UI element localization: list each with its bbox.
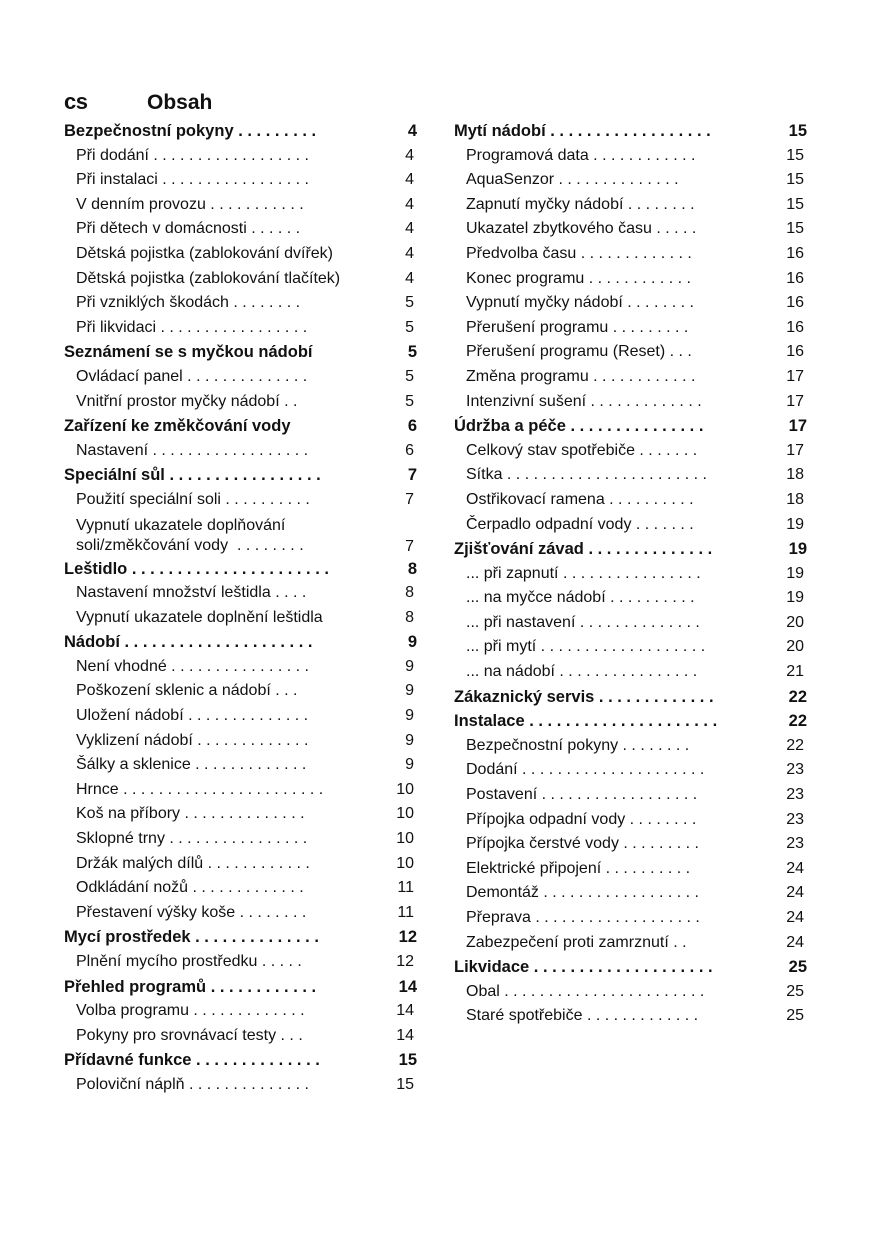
toc-entry-label: Přerušení programu . . . . . . . . . [466, 318, 689, 336]
toc-page-number: 23 [786, 786, 804, 804]
toc-page-number: 5 [405, 392, 414, 410]
toc-section-entry [64, 119, 417, 144]
toc-entry [454, 144, 804, 169]
toc-entry [64, 950, 414, 975]
toc-entry [64, 513, 414, 557]
toc-entry [64, 242, 414, 267]
toc-entry [64, 655, 414, 680]
toc-page-number: 10 [396, 805, 414, 823]
toc-page-number: 19 [788, 540, 807, 559]
toc-page-number: 24 [786, 909, 804, 926]
toc-page-number: 15 [396, 1075, 414, 1093]
toc-entry [64, 488, 414, 513]
toc-entry-label: Poloviční náplň . . . . . . . . . . . . . . [76, 1075, 309, 1093]
toc-page-number: 4 [405, 171, 414, 189]
toc-entry-label: Při likvidaci . . . . . . . . . . . . . . . . . [76, 318, 308, 336]
toc-page-number: 19 [786, 589, 804, 607]
toc-section-entry [64, 463, 417, 488]
toc-entry-label: Při dodání . . . . . . . . . . . . . . . . . . [76, 146, 309, 164]
toc-entry [454, 513, 804, 538]
toc-entry [454, 758, 804, 783]
toc-page-number: 9 [405, 682, 414, 700]
toc-page-number: 7 [405, 490, 414, 508]
toc-page-number: 14 [396, 1026, 414, 1044]
toc-section-entry [64, 1048, 417, 1073]
toc-entry-label: Vypnutí ukazatele doplňování soli/změkčování vody . . . . . . . . [76, 516, 304, 554]
toc-section-entry [454, 537, 807, 562]
toc-entry [64, 852, 414, 877]
toc-page-number: 5 [405, 318, 414, 336]
toc-page-number: 10 [396, 854, 414, 872]
toc-entry-label: Přehled programů . . . . . . . . . . . . [64, 977, 317, 996]
toc-entry-label: Zjišťování závad . . . . . . . . . . . . . . [454, 540, 713, 559]
toc-entry [454, 316, 804, 341]
toc-page-number: 14 [396, 1002, 414, 1020]
toc-entry [64, 1024, 414, 1049]
toc-entry-label: Bezpečnostní pokyny . . . . . . . . [466, 736, 690, 754]
page-title: Obsah [147, 91, 213, 114]
toc-entry [454, 1004, 804, 1029]
toc-page-number: 8 [405, 584, 414, 602]
toc-entry [454, 832, 804, 857]
toc-page-number: 20 [786, 613, 804, 631]
toc-entry [454, 611, 804, 636]
toc-entry-label: Instalace . . . . . . . . . . . . . . . . . . . . . [454, 712, 718, 731]
toc-page-number: 9 [405, 756, 414, 774]
toc-entry-label: Při dětech v domácnosti . . . . . . [76, 220, 301, 238]
toc-page-number: 17 [788, 417, 807, 436]
toc-page-number: 24 [786, 933, 804, 951]
toc-entry [64, 999, 414, 1024]
toc-page-number: 15 [786, 171, 804, 189]
toc-page-number: 17 [786, 441, 804, 459]
toc-section-entry [64, 414, 417, 439]
toc-page-number: 20 [786, 638, 804, 656]
toc-entry-label: Sklopné trny . . . . . . . . . . . . . . . . [76, 830, 308, 848]
toc-entry-label: Čerpadlo odpadní vody . . . . . . . [466, 515, 694, 533]
toc-entry-label: Vnitřní prostor myčky nádobí . . [76, 392, 298, 410]
toc-entry [454, 808, 804, 833]
toc-page-number: 22 [788, 687, 807, 706]
toc-page-number: 10 [396, 780, 414, 798]
toc-entry [64, 365, 414, 390]
toc-entry [64, 217, 414, 242]
toc-page-number: 17 [786, 367, 804, 385]
toc-entry-label: Staré spotřebiče . . . . . . . . . . . . . [466, 1007, 699, 1025]
toc-entry-label: Elektrické připojení . . . . . . . . . . [466, 859, 691, 877]
toc-page-number: 4 [405, 220, 414, 238]
toc-page-number: 23 [786, 761, 804, 779]
toc-entry-label: Údržba a péče . . . . . . . . . . . . . . . [454, 417, 704, 436]
toc-page-number: 7 [407, 466, 417, 485]
toc-entry [64, 267, 414, 292]
toc-entry-label: Mycí prostředek . . . . . . . . . . . . . . [64, 928, 319, 947]
toc-page-number: 15 [788, 122, 807, 140]
toc-page-number: 10 [396, 830, 414, 848]
toc-entry-label: Sítka . . . . . . . . . . . . . . . . . . . . . . . [466, 466, 707, 484]
toc-entry-label: Uložení nádobí . . . . . . . . . . . . . . [76, 707, 309, 725]
toc-column-right [454, 119, 807, 1029]
toc-entry-label: ... při mytí . . . . . . . . . . . . . . . . . . . [466, 638, 706, 656]
toc-entry-label: Zákaznický servis . . . . . . . . . . . . . [454, 687, 714, 706]
toc-entry [64, 1073, 414, 1098]
toc-page-number: 6 [405, 441, 414, 459]
toc-entry-label: Ostřikovací ramena . . . . . . . . . . [466, 490, 694, 508]
toc-page-number: 8 [405, 608, 414, 626]
toc-entry-label: Předvolba času . . . . . . . . . . . . . [466, 244, 692, 262]
toc-entry-label: ... na myčce nádobí . . . . . . . . . . [466, 589, 695, 607]
toc-page-number: 9 [405, 731, 414, 749]
toc-entry-label: Odkládání nožů . . . . . . . . . . . . . [76, 879, 304, 897]
toc-page-number: 14 [398, 977, 417, 996]
toc-entry-label: Přípojka čerstvé vody . . . . . . . . . [466, 835, 699, 853]
toc-entry-label: Zabezpečení proti zamrznutí . . [466, 933, 687, 951]
toc-entry [454, 881, 804, 906]
toc-entry [454, 734, 804, 759]
toc-section-entry [454, 414, 807, 439]
toc-page-number: 16 [786, 343, 804, 361]
toc-section-entry [64, 557, 417, 582]
toc-section-entry [64, 975, 417, 1000]
toc-entry-label: Použití speciální soli . . . . . . . . . . [76, 490, 310, 508]
toc-entry [64, 168, 414, 193]
toc-page-number: 17 [786, 392, 804, 410]
toc-page-number: 4 [405, 146, 414, 164]
toc-entry-label: Šálky a sklenice . . . . . . . . . . . . . [76, 756, 307, 774]
toc-entry-label: Není vhodné . . . . . . . . . . . . . . . . [76, 657, 309, 675]
toc-entry-label: Zařízení ke změkčování vody [64, 417, 291, 436]
toc-entry-label: Intenzivní sušení . . . . . . . . . . . . . [466, 392, 702, 410]
toc-page-number: 12 [396, 953, 414, 970]
toc-page-number: 12 [398, 928, 417, 947]
toc-entry [454, 267, 804, 292]
toc-entry [454, 340, 804, 365]
toc-entry-label: Poškození sklenic a nádobí . . . [76, 682, 298, 700]
toc-entry-label: Při instalaci . . . . . . . . . . . . . . . . . [76, 171, 309, 189]
toc-entry-label: AquaSenzor . . . . . . . . . . . . . . [466, 171, 679, 189]
toc-entry [454, 193, 804, 218]
toc-section-entry [454, 955, 807, 980]
toc-entry [454, 931, 804, 956]
toc-entry-label: Přestavení výšky koše . . . . . . . . [76, 903, 307, 921]
toc-entry-label: Koš na příbory . . . . . . . . . . . . . . [76, 805, 305, 823]
toc-page-number: 4 [405, 195, 414, 213]
toc-entry-label: Obal . . . . . . . . . . . . . . . . . . . . . . . [466, 982, 705, 1000]
toc-page-number: 11 [397, 903, 414, 921]
toc-page-number: 21 [786, 663, 804, 681]
toc-entry [64, 827, 414, 852]
toc-entry [454, 783, 804, 808]
toc-section-entry [454, 685, 807, 710]
toc-entry-label: Pokyny pro srovnávací testy . . . [76, 1026, 303, 1044]
toc-page-number: 25 [786, 982, 804, 1000]
toc-page-number: 23 [786, 810, 804, 828]
toc-entry [454, 242, 804, 267]
toc-page-number: 18 [786, 466, 804, 484]
toc-entry-label: Ukazatel zbytkového času . . . . . [466, 220, 697, 238]
toc-entry-label: Nastavení množství leštidla . . . . [76, 584, 307, 602]
toc-entry-label: Přídavné funkce . . . . . . . . . . . . . . [64, 1051, 320, 1070]
toc-entry-label: Postavení . . . . . . . . . . . . . . . . . . [466, 786, 698, 804]
toc-entry [454, 857, 804, 882]
toc-entry-label: Seznámení se s myčkou nádobí [64, 343, 313, 362]
toc-entry [64, 193, 414, 218]
toc-entry [454, 390, 804, 415]
toc-entry-label: Přípojka odpadní vody . . . . . . . . [466, 810, 697, 828]
toc-page-number: 9 [405, 657, 414, 675]
toc-page-number: 16 [786, 318, 804, 336]
toc-entry-label: Držák malých dílů . . . . . . . . . . . . [76, 854, 310, 872]
toc-page-number: 16 [786, 244, 804, 262]
toc-page-number: 4 [407, 122, 417, 140]
toc-entry-label: Dětská pojistka (zablokování dvířek) [76, 244, 333, 262]
toc-page-number: 19 [786, 564, 804, 582]
toc-entry [64, 291, 414, 316]
toc-page-number: 4 [405, 269, 414, 287]
toc-entry-label: Při vzniklých škodách . . . . . . . . [76, 294, 301, 312]
toc-entry-label: Ovládací panel . . . . . . . . . . . . . . [76, 367, 308, 385]
toc-entry-label: Dětská pojistka (zablokování tlačítek) [76, 269, 341, 287]
toc-entry [454, 168, 804, 193]
toc-entry-label: Likvidace . . . . . . . . . . . . . . . . . . . . [454, 958, 713, 977]
toc-entry-label: Plnění mycího prostředku . . . . . [76, 953, 302, 970]
toc-entry-label: Vypnutí myčky nádobí . . . . . . . . [466, 294, 694, 312]
toc-page-number: 15 [786, 220, 804, 238]
toc-entry-label: Přeprava . . . . . . . . . . . . . . . . . . . [466, 909, 700, 926]
toc-entry [454, 586, 804, 611]
toc-entry [64, 753, 414, 778]
toc-entry-label: ... na nádobí . . . . . . . . . . . . . . . . [466, 663, 698, 681]
toc-entry [454, 906, 804, 931]
toc-page-number: 11 [397, 879, 414, 897]
toc-section-entry [64, 630, 417, 655]
toc-page-number: 6 [407, 417, 417, 436]
toc-page-number: 25 [788, 958, 807, 977]
toc-section-entry [454, 119, 807, 144]
toc-entry [64, 581, 414, 606]
toc-section-entry [64, 340, 417, 365]
toc-entry-label: Nastavení . . . . . . . . . . . . . . . . . . [76, 441, 309, 459]
toc-entry-label: Programová data . . . . . . . . . . . . [466, 146, 696, 164]
toc-entry [64, 679, 414, 704]
toc-entry-label: Celkový stav spotřebiče . . . . . . . [466, 441, 698, 459]
toc-entry-label: Změna programu . . . . . . . . . . . . [466, 367, 696, 385]
toc-section-entry [64, 925, 417, 950]
toc-page-number: 15 [786, 146, 804, 164]
toc-entry-label: Speciální sůl . . . . . . . . . . . . . . . . . [64, 466, 321, 485]
toc-entry [454, 562, 804, 587]
toc-entry-label: Dodání . . . . . . . . . . . . . . . . . . . . . [466, 761, 705, 779]
toc-entry [64, 144, 414, 169]
toc-entry [454, 217, 804, 242]
toc-page-number: 16 [786, 294, 804, 312]
toc-entry [454, 365, 804, 390]
toc-entry [64, 802, 414, 827]
toc-column-left [64, 119, 417, 1098]
toc-entry [454, 488, 804, 513]
toc-entry-label: Volba programu . . . . . . . . . . . . . [76, 1002, 305, 1020]
toc-page-number: 4 [405, 244, 414, 262]
toc-entry-label: Zapnutí myčky nádobí . . . . . . . . [466, 195, 695, 213]
toc-entry [64, 778, 414, 803]
toc-entry-label: Konec programu . . . . . . . . . . . . [466, 269, 691, 287]
toc-entry [64, 876, 414, 901]
toc-entry-label: Mytí nádobí . . . . . . . . . . . . . . . . . . [454, 122, 711, 140]
toc-entry [64, 316, 414, 341]
toc-entry-label: ... při nastavení . . . . . . . . . . . . . . [466, 613, 700, 631]
toc-entry-label: Hrnce . . . . . . . . . . . . . . . . . . . . . . . [76, 780, 324, 798]
toc-entry [454, 635, 804, 660]
toc-page-number: 8 [407, 559, 417, 578]
toc-entry [64, 390, 414, 415]
toc-entry-label: Vypnutí ukazatele doplnění leštidla [76, 608, 323, 626]
toc-page-number: 22 [788, 712, 807, 731]
toc-entry [454, 660, 804, 685]
toc-entry-label: Leštidlo . . . . . . . . . . . . . . . . . . . . . . [64, 559, 329, 578]
toc-page-number: 18 [786, 490, 804, 508]
toc-page-number: 24 [786, 859, 804, 877]
toc-page-number: 5 [407, 343, 417, 362]
toc-entry [64, 439, 414, 464]
toc-entry [454, 980, 804, 1005]
toc-entry-label: Nádobí . . . . . . . . . . . . . . . . . . . . . [64, 633, 313, 652]
toc-page-number: 23 [786, 835, 804, 853]
toc-page-number: 9 [407, 633, 417, 652]
toc-page-number: 7 [405, 537, 414, 555]
toc-entry-label: Bezpečnostní pokyny . . . . . . . . . [64, 122, 317, 140]
toc-page-number: 16 [786, 269, 804, 287]
toc-entry [454, 291, 804, 316]
toc-page-number: 5 [405, 294, 414, 312]
toc-entry-label: Demontáž . . . . . . . . . . . . . . . . . . [466, 884, 699, 902]
toc-entry [454, 439, 804, 464]
toc-section-entry [454, 709, 807, 734]
toc-entry [454, 463, 804, 488]
toc-entry [64, 901, 414, 926]
toc-entry [64, 606, 414, 631]
toc-entry [64, 729, 414, 754]
toc-page-number: 19 [786, 515, 804, 533]
toc-entry-label: Vyklizení nádobí . . . . . . . . . . . . . [76, 731, 309, 749]
toc-page-number: 22 [786, 736, 804, 754]
toc-entry-label: V denním provozu . . . . . . . . . . . [76, 195, 304, 213]
toc-entry [64, 704, 414, 729]
toc-page-number: 15 [786, 195, 804, 213]
toc-page-number: 24 [786, 884, 804, 902]
toc-page-number: 15 [398, 1051, 417, 1070]
toc-page-number: 25 [786, 1007, 804, 1025]
toc-page-number: 5 [405, 367, 414, 385]
toc-entry-label: ... při zapnutí . . . . . . . . . . . . . . . . [466, 564, 701, 582]
toc-page-number: 9 [405, 707, 414, 725]
language-code: cs [64, 89, 88, 114]
toc-entry-label: Přerušení programu (Reset) . . . [466, 343, 692, 361]
